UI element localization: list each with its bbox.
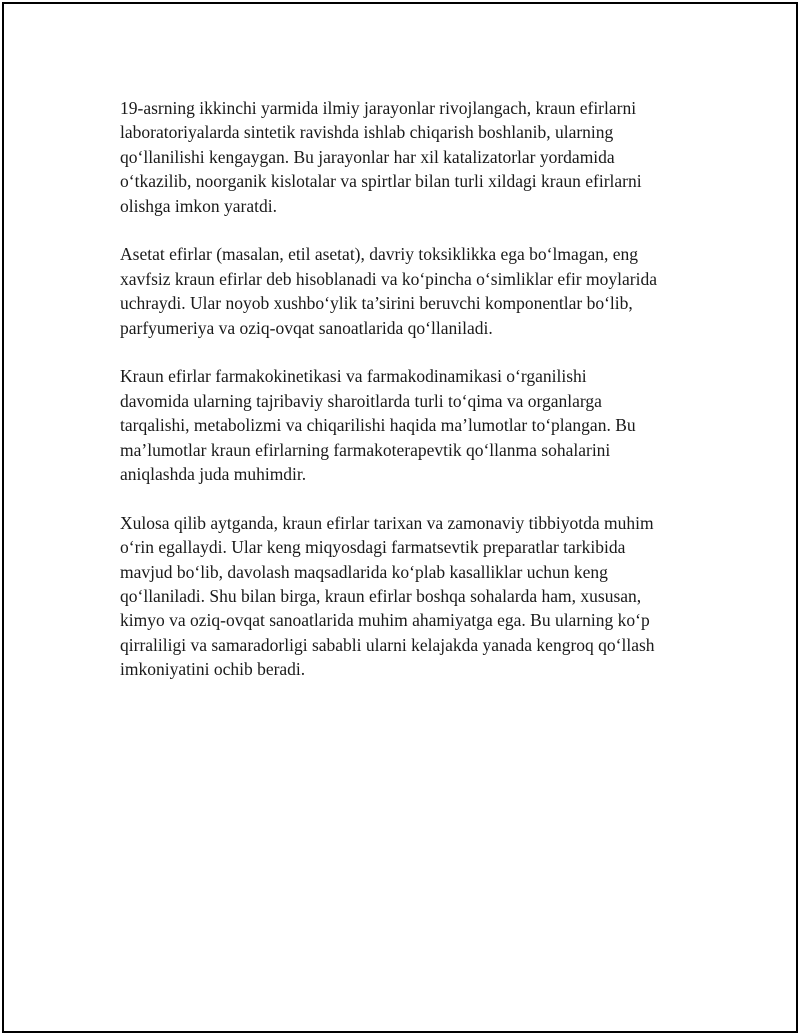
text-line: o‘rin egallaydi. Ular keng miqyosdagi farmatsevtik preparatlar tarkibida [120,537,626,558]
text-line: Asetat efirlar (masalan, etil asetat), davriy toksiklikka ega bo‘lmagan, eng [120,244,639,265]
text-line: Xulosa qilib aytganda, kraun efirlar tarixan va zamonaviy tibbiyotda muhim [120,512,654,533]
text-line: olishga imkon yaratdi. [120,195,277,216]
text-line: ma’lumotlar kraun efirlarning farmakoterapevtik qo‘llanma sohalarini [120,439,611,460]
text-line: uchraydi. Ular noyob xushbo‘ylik ta’sirini beruvchi komponentlar bo‘lib, [120,293,633,314]
document-body [120,96,690,706]
text-line: tarqalishi, metabolizmi va chiqarilishi haqida ma’lumotlar to‘plangan. Bu [120,415,636,436]
text-line: 19-asrning ikkinchi yarmida ilmiy jarayonlar rivojlangach, kraun efirlarni [120,98,637,118]
text-line: mavjud bo‘lib, davolash maqsadlarida ko‘plab kasalliklar uchun keng [120,561,608,582]
paragraph-1 [120,96,690,218]
text-line: xavfsiz kraun efirlar deb hisoblanadi va ko‘pincha o‘simliklar efir moylarida [120,268,657,289]
text-line: davomida ularning tajribaviy sharoitlarda turli to‘qima va organlarga [120,390,602,411]
text-line: aniqlashda juda muhimdir. [120,464,307,485]
text-line: imkoniyatini ochib beradi. [120,659,306,680]
text-line: qo‘llaniladi. Shu bilan birga, kraun efirlar boshqa sohalarda ham, xususan, [120,586,642,607]
document-page [2,2,798,1033]
text-line: o‘tkazilib, noorganik kislotalar va spirtlar bilan turli xildagi kraun efirlarni [120,171,642,192]
text-line: kimyo va oziq-ovqat sanoatlarida muhim ahamiyatga ega. Bu ularning ko‘p [120,610,650,631]
text-line: Kraun efirlar farmakokinetikasi va farmakodinamikasi o‘rganilishi [120,366,587,387]
text-line: qo‘llanilishi kengaygan. Bu jarayonlar har xil katalizatorlar yordamida [120,146,615,167]
text-line: qirraliligi va samaradorligi sababli ularni kelajakda yanada kengroq qo‘llash [120,634,655,655]
paragraph-4 [120,511,690,682]
paragraph-3 [120,364,690,486]
text-line: laboratoriyalarda sintetik ravishda ishlab chiqarish boshlanib, ularning [120,122,614,143]
text-line: parfyumeriya va oziq-ovqat sanoatlarida qo‘llaniladi. [120,317,493,338]
paragraph-2 [120,242,690,340]
